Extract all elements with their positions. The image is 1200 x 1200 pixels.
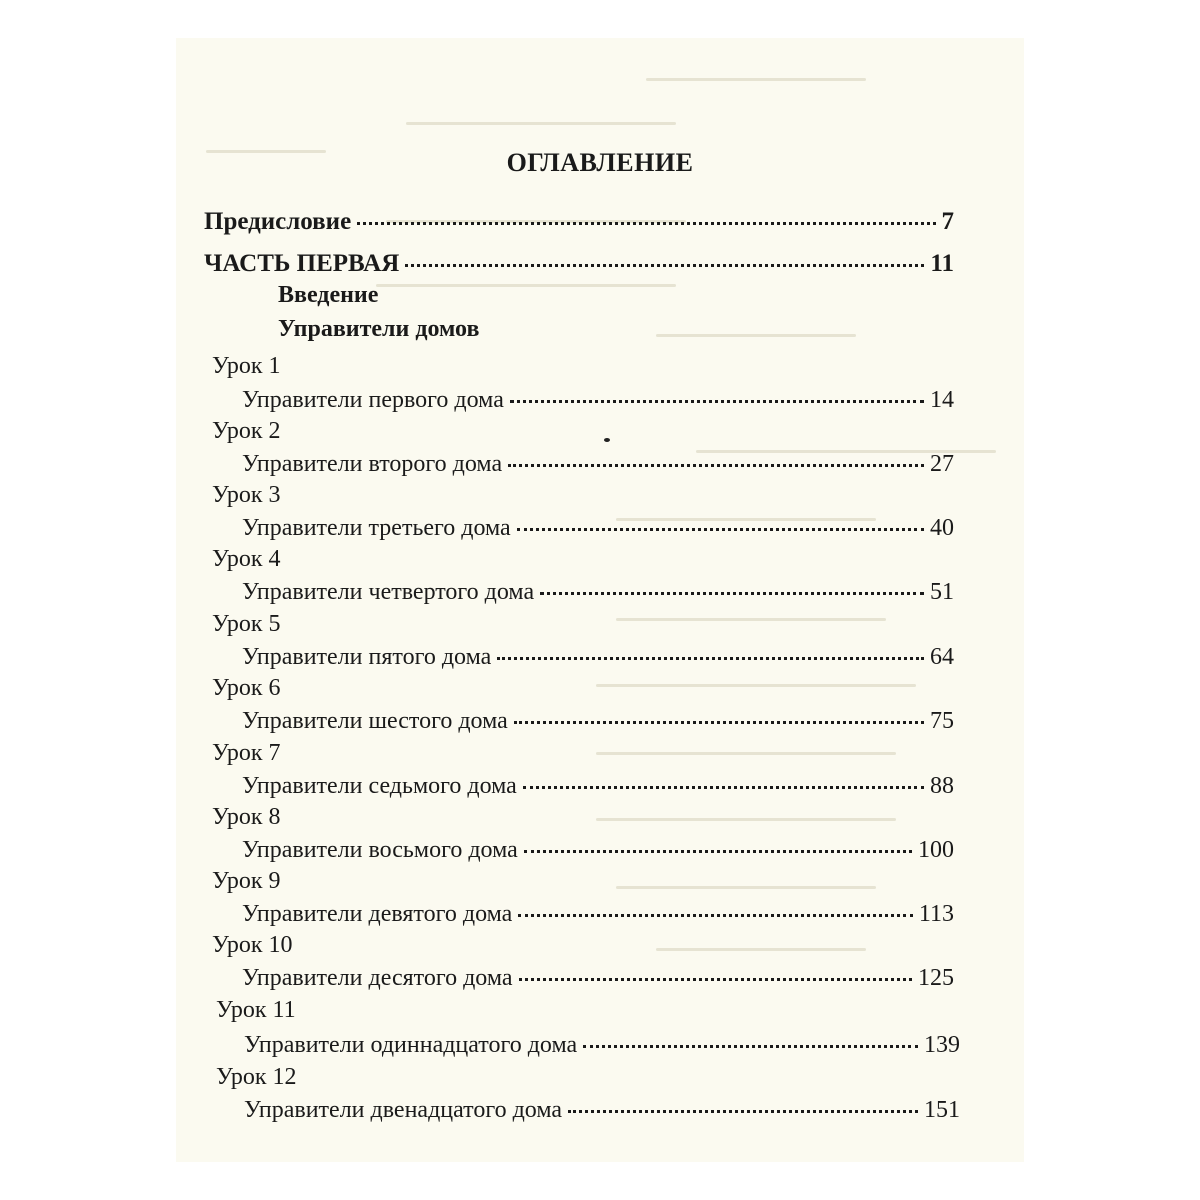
toc-entry-label: ЧАСТЬ ПЕРВАЯ bbox=[204, 250, 400, 277]
toc-entry-label: Управители пятого дома bbox=[242, 644, 492, 670]
toc-entry-page: 113 bbox=[918, 901, 954, 927]
toc-entry-label: Управители одиннадцатого дома bbox=[244, 1032, 578, 1058]
toc-entry-label: Управители десятого дома bbox=[242, 965, 513, 991]
toc-entry-page: 64 bbox=[930, 644, 954, 670]
dot-leader bbox=[524, 849, 912, 853]
lesson-label: Урок 4 bbox=[212, 546, 281, 572]
toc-entry-lesson bbox=[242, 773, 954, 803]
toc-entry-page: 27 bbox=[930, 451, 954, 477]
dot-leader bbox=[523, 785, 924, 789]
dot-leader bbox=[583, 1044, 918, 1048]
toc-entry-lesson bbox=[242, 965, 954, 995]
toc-entry-label: Управители девятого дома bbox=[242, 901, 513, 927]
lesson-label: Урок 1 bbox=[212, 353, 281, 379]
toc-entry-lesson bbox=[242, 644, 954, 674]
subheading-house-rulers: Управители домов bbox=[278, 316, 480, 342]
toc-entry-label: Управители двенадцатого дома bbox=[244, 1097, 562, 1123]
lesson-label: Урок 11 bbox=[216, 997, 296, 1023]
book-page bbox=[176, 38, 1024, 1162]
toc-entry-label: Управители четвертого дома bbox=[242, 579, 535, 605]
toc-entry-lesson bbox=[242, 708, 954, 738]
toc-entry-lesson bbox=[242, 387, 954, 417]
toc-entry-lesson bbox=[242, 451, 954, 481]
table-of-contents bbox=[176, 38, 1024, 1162]
subheading-introduction: Введение bbox=[278, 282, 379, 308]
dot-leader bbox=[514, 720, 924, 724]
toc-entry-lesson bbox=[244, 1032, 960, 1062]
toc-entry-page: 125 bbox=[918, 965, 954, 991]
toc-entry-label: Управители шестого дома bbox=[242, 708, 508, 734]
toc-entry-part-one bbox=[204, 250, 954, 280]
toc-entry-page: 51 bbox=[930, 579, 954, 605]
lesson-label: Урок 9 bbox=[212, 868, 281, 894]
toc-heading: ОГЛАВЛЕНИЕ bbox=[506, 148, 694, 177]
lesson-label: Урок 8 bbox=[212, 804, 281, 830]
toc-entry-lesson bbox=[242, 579, 954, 609]
lesson-label: Урок 5 bbox=[212, 611, 281, 637]
lesson-label: Урок 6 bbox=[212, 675, 281, 701]
lesson-label: Урок 7 bbox=[212, 740, 281, 766]
dot-leader bbox=[510, 399, 924, 403]
dot-leader bbox=[405, 263, 924, 267]
dot-leader bbox=[517, 527, 924, 531]
toc-entry-page: 14 bbox=[930, 387, 954, 413]
toc-entry-label: Управители первого дома bbox=[242, 387, 504, 413]
dot-leader bbox=[540, 591, 924, 595]
toc-entry-lesson bbox=[244, 1097, 960, 1127]
toc-entry-label: Управители второго дома bbox=[242, 451, 503, 477]
lesson-label: Урок 2 bbox=[212, 418, 281, 444]
toc-entry-lesson bbox=[242, 837, 954, 867]
toc-entry-page: 7 bbox=[941, 208, 954, 235]
toc-entry-lesson bbox=[242, 901, 954, 931]
toc-entry-label: Управители восьмого дома bbox=[242, 837, 518, 863]
toc-entry-page: 151 bbox=[924, 1097, 960, 1123]
toc-entry-label: Управители седьмого дома bbox=[242, 773, 517, 799]
lesson-label: Урок 3 bbox=[212, 482, 281, 508]
toc-entry-label: Управители третьего дома bbox=[242, 515, 511, 541]
lesson-label: Урок 10 bbox=[212, 932, 293, 958]
dot-leader bbox=[568, 1109, 918, 1113]
dot-leader bbox=[519, 977, 912, 981]
toc-entry-page: 11 bbox=[930, 250, 954, 277]
lesson-label: Урок 12 bbox=[216, 1064, 297, 1090]
toc-entry-page: 88 bbox=[930, 773, 954, 799]
toc-entry-preface bbox=[204, 208, 954, 238]
dot-leader bbox=[518, 913, 913, 917]
toc-entry-label: Предисловие bbox=[204, 208, 352, 235]
toc-entry-page: 100 bbox=[918, 837, 954, 863]
dot-leader bbox=[357, 221, 935, 225]
toc-entry-page: 40 bbox=[930, 515, 954, 541]
dot-leader bbox=[497, 656, 924, 660]
toc-entry-page: 75 bbox=[930, 708, 954, 734]
toc-entry-page: 139 bbox=[924, 1032, 960, 1058]
toc-entry-lesson bbox=[242, 515, 954, 545]
dot-leader bbox=[508, 463, 924, 467]
ink-speck bbox=[604, 438, 610, 442]
